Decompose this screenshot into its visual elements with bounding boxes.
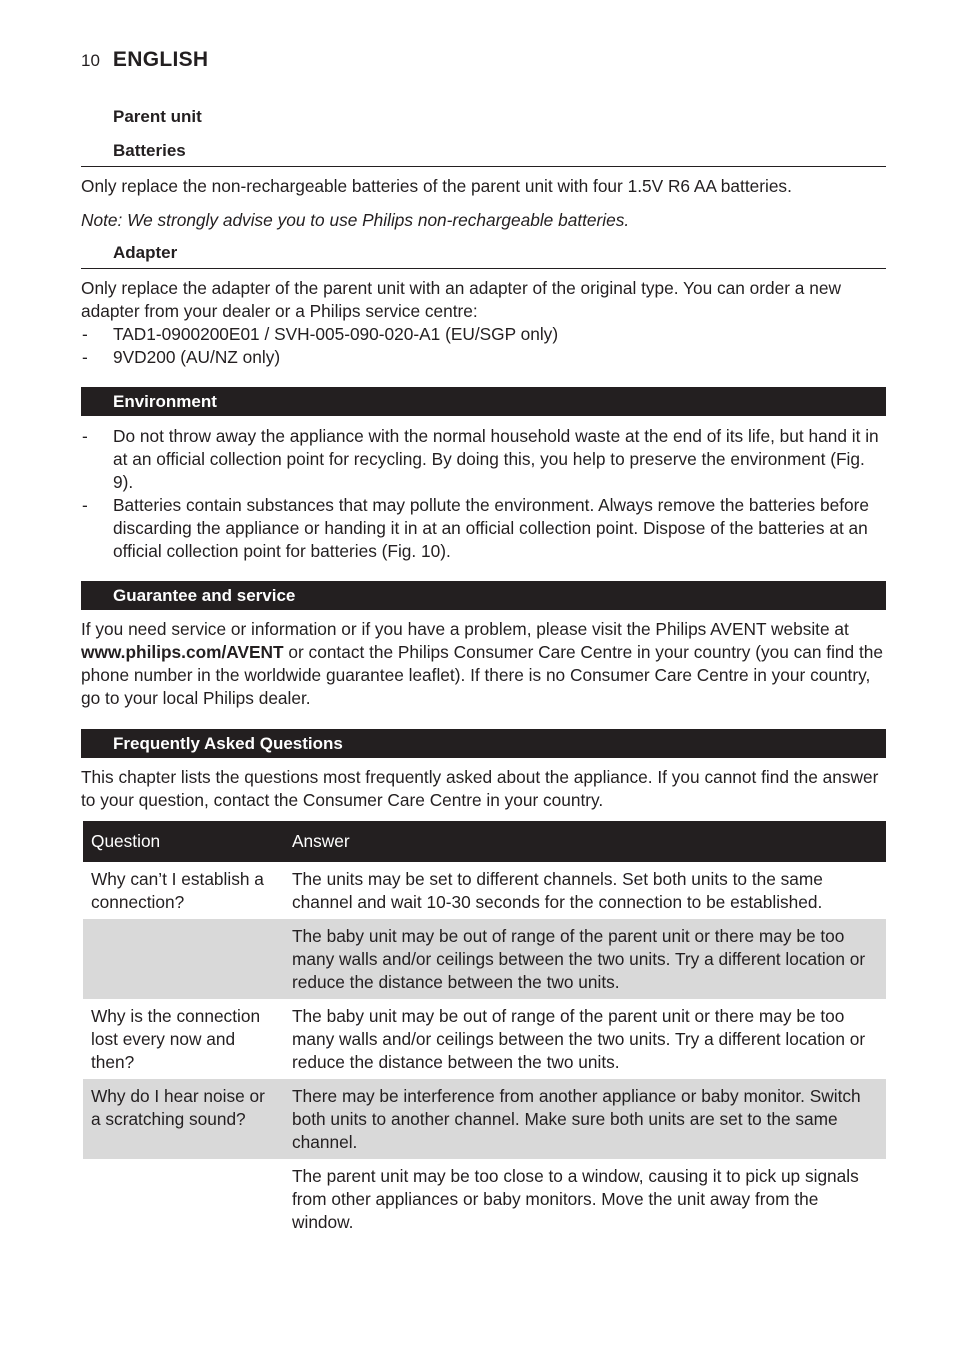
adapter-rule <box>81 268 886 269</box>
guarantee-heading: Guarantee and service <box>81 581 886 610</box>
website-link[interactable]: www.philips.com/AVENT <box>81 642 284 662</box>
list-item: - Batteries contain substances that may pollute the environment. Always remove the batteries before discarding the appliance or handing it in at an official collection point. Dispose of the batteries at an official collection point for batteries (Fig. 10). <box>82 495 869 561</box>
question-cell <box>83 1159 284 1239</box>
table-row <box>83 1159 886 1239</box>
adapter-heading: Adapter <box>113 243 178 262</box>
list-item: - 9VD200 (AU/NZ only) <box>82 347 281 367</box>
adapter-text: Only replace the adapter of the parent unit with an adapter of the original type. You can order a new adapter from your dealer or a Philips service centre: <box>81 278 841 321</box>
adapter-list <box>81 323 886 369</box>
parent-unit-heading: Parent unit <box>113 107 202 126</box>
faq-table <box>83 821 886 1239</box>
page-header <box>81 48 208 72</box>
table-row <box>83 919 886 999</box>
answer-cell: The baby unit may be out of range of the parent unit or there may be too many walls and/or ceilings between the two units. Try a different location or reduce the distance between the two units. <box>284 919 886 999</box>
question-cell: Why is the connection lost every now and then? <box>91 1006 261 1072</box>
answer-cell: There may be interference from another appliance or baby monitor. Switch both units to another channel. Make sure both units are set to the same channel. <box>284 1079 886 1159</box>
answer-cell: The units may be set to different channels. Set both units to the same channel and wait 10-30 seconds for the connection to be established. <box>292 869 823 912</box>
table-row <box>83 1079 886 1159</box>
batteries-rule <box>81 166 886 167</box>
faq-heading: Frequently Asked Questions <box>81 729 886 758</box>
language-label: ENGLISH <box>112 48 209 71</box>
faq-intro: This chapter lists the questions most frequently asked about the appliance. If you cannot find the answer to your question, contact the Consumer Care Centre in your country. <box>81 767 879 810</box>
table-header-row <box>83 821 886 862</box>
environment-list <box>81 425 886 563</box>
list-item: - Do not throw away the appliance with the normal household waste at the end of its life, but hand it in at an official collection point for recycling. By doing this, you help to preserve the environment (Fig. 9). <box>82 426 879 492</box>
column-header-answer: Answer <box>284 821 886 862</box>
table-row <box>83 999 886 1079</box>
question-cell <box>83 919 284 999</box>
answer-cell: The baby unit may be out of range of the parent unit or there may be too many walls and/or ceilings between the two units. Try a different location or reduce the distance between the two units. <box>292 1006 866 1072</box>
guarantee-text: If you need service or information or if you have a problem, please visit the Philips AVENT website at www.philips.com/AVENT or contact the Philips Consumer Care Centre in your country (you can find the phone number in the worldwide guarantee leaflet). If there is no Consumer Care Centre in your country, go to your local Philips dealer. <box>81 619 883 708</box>
question-cell: Why do I hear noise or a scratching sound? <box>83 1079 284 1159</box>
question-cell: Why can’t I establish a connection? <box>91 869 264 912</box>
batteries-text: Only replace the non-rechargeable batteries of the parent unit with four 1.5V R6 AA batteries. <box>81 176 792 196</box>
batteries-note: Note: We strongly advise you to use Philips non-rechargeable batteries. <box>81 210 630 230</box>
batteries-heading: Batteries <box>113 141 186 160</box>
table-row <box>83 862 886 919</box>
column-header-question: Question <box>83 821 284 862</box>
page-number: 10 <box>81 51 100 70</box>
answer-cell: The parent unit may be too close to a window, causing it to pick up signals from other appliances or baby monitors. Move the unit away from the window. <box>292 1166 859 1232</box>
list-item: - TAD1-0900200E01 / SVH-005-090-020-A1 (EU/SGP only) <box>82 324 559 344</box>
environment-heading: Environment <box>81 387 886 416</box>
